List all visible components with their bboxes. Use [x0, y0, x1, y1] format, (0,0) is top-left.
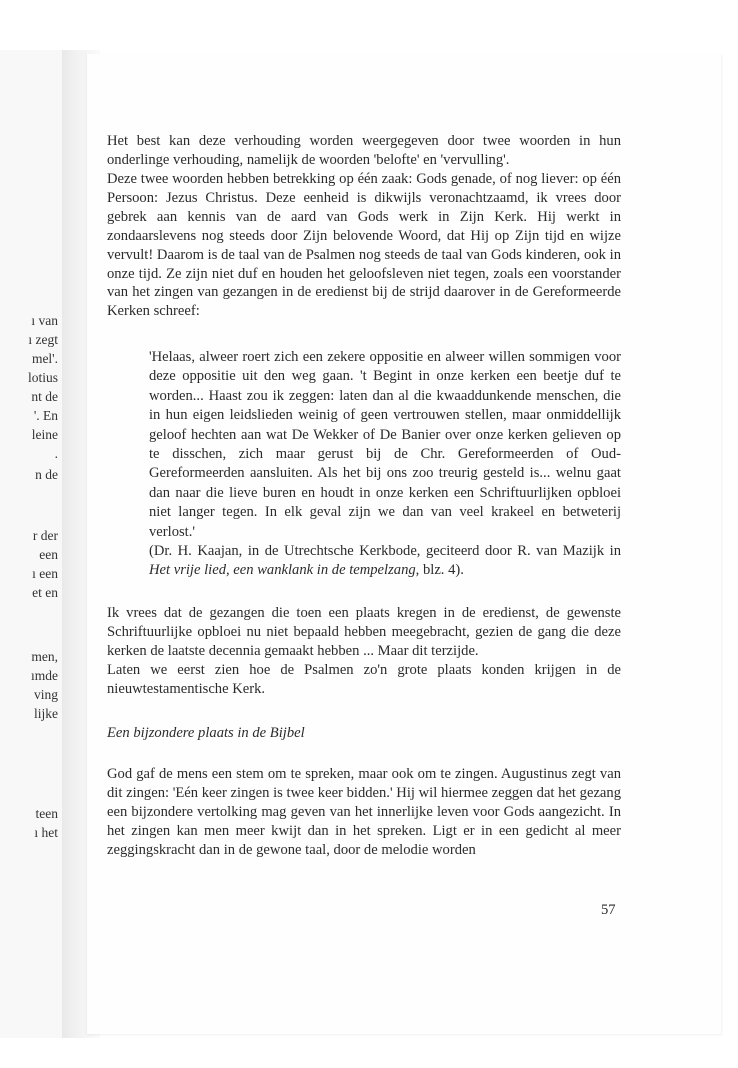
block-quote: [149, 348, 621, 581]
paragraph-psalmen: Laten we eerst zien hoe de Psalmen zo'n grote plaats konden krijgen in de nieuwtestamentische Kerk.: [107, 662, 621, 697]
left-page-edge: [0, 50, 64, 1038]
left-page-fragment: r der: [32, 528, 58, 543]
left-page-fragment: n de: [35, 467, 58, 482]
left-page-fragment: een: [39, 547, 58, 562]
quote-citation-suffix: , blz. 4).: [415, 562, 464, 579]
left-page-fragment: et en: [32, 585, 58, 600]
quote-citation-prefix: (Dr. H. Kaajan, in de Utrechtsche Kerkbode, geciteerd door R. van Mazijk in: [149, 543, 621, 560]
page-number: 57: [601, 902, 616, 918]
left-page-fragment: ımde: [31, 668, 58, 683]
left-page-fragment: lijke: [34, 706, 58, 721]
left-page-fragment: men,: [31, 649, 58, 664]
paragraph-belofte-vervulling: Deze twee woorden hebben betrekking op één zaak: Gods genade, of nog liever: op één Persoon: Jezus Christus. Deze eenheid is dikwijls veronachtzaamd, ik vrees door gebrek aan kennis van de aard van Gods werk in Zijn Kerk. Hij werkt in zondaarslevens nog steeds door Zijn belovende Woord, dat Hij op Zijn tijd en wijze vervult! Daarom is de taal van de Psalmen nog steeds de taal van Gods kinderen, ook in onze tijd. Ze zijn niet duf en houden het geloofsleven niet tegen, zoals een voorstander van het zingen van gezangen in de eredienst bij de strijd daarover in de Gereformeerde Kerken schreef:: [107, 171, 621, 320]
paragraph-augustinus: God gaf de mens een stem om te spreken, maar ook om te zingen. Augustinus zegt van dit zingen: 'Eén keer zingen is twee keer bidden.' Hij wil hiermee zeggen dat het gezang een bijzondere vertolking mag geven van het innerlijke leven voor Gods aangezicht. In het zingen kan men meer kwijt dan in het spreken. Ligt er in een gedicht al meer zeggingskracht dan in de gewone taal, door de melodie worden: [107, 766, 621, 858]
section-heading: Een bijzondere plaats in de Bijbel: [107, 725, 305, 741]
quote-text: 'Helaas, alweer roert zich een zekere oppositie en alweer willen sommigen voor deze oppositie uit den weg gaan. 't Begint in onze kerken een beetje duf te worden... Haast zou ik zeggen: laten dan al die kwaaddunkende menschen, die in hun eigen leidslieden weinig of geen vertrouwen stellen, maar onmiddellijk geloof hechten aan wat De Wekker of De Banier over onze kerken gelieven op te disschen, zich maar gerust bij de Chr. Gereformeerden of Oud-Gereformeerden aansluiten. Als het bij ons zoo treurig gesteld is... welnu gaat dan naar die lieve buren en houdt in onze kerken een Schriftuurlijken opbloei niet langer tegen. In elk geval zijn we dan van veel krakeel en betweterij verlost.': [149, 349, 621, 540]
left-page-fragment: teen: [35, 806, 58, 821]
quote-citation-title: Het vrije lied, een wanklank in de tempelzang: [149, 562, 416, 579]
left-page-fragment: ı zegt: [28, 332, 58, 347]
left-page-fragment: .: [54, 446, 58, 461]
paragraph-gezangen: Ik vrees dat de gezangen die toen een plaats kregen in de eredienst, de gewenste Schriftuurlijke opbloei nu niet bepaald hebben meegebracht, gezien de gang die deze kerken de laatste decennia gemaakt hebben ... Maar dit terzijde.: [107, 605, 621, 659]
left-page-fragment: mel'.: [31, 351, 58, 366]
left-page-fragment: ı een: [32, 566, 58, 581]
paragraph-intro: Het best kan deze verhouding worden weergegeven door twee woorden in hun onderlinge verhouding, namelijk de woorden 'belofte' en 'vervulling'.: [107, 133, 621, 168]
left-page-fragment: '. En: [33, 408, 58, 423]
left-page-fragment: lotius: [27, 370, 58, 385]
left-page-fragment: nt de: [31, 389, 58, 404]
left-page-fragment: leine: [31, 427, 58, 442]
left-page-fragment: ı het: [34, 825, 58, 840]
left-page-fragment: ving: [33, 687, 58, 702]
left-page-fragment: ı van: [31, 313, 58, 328]
